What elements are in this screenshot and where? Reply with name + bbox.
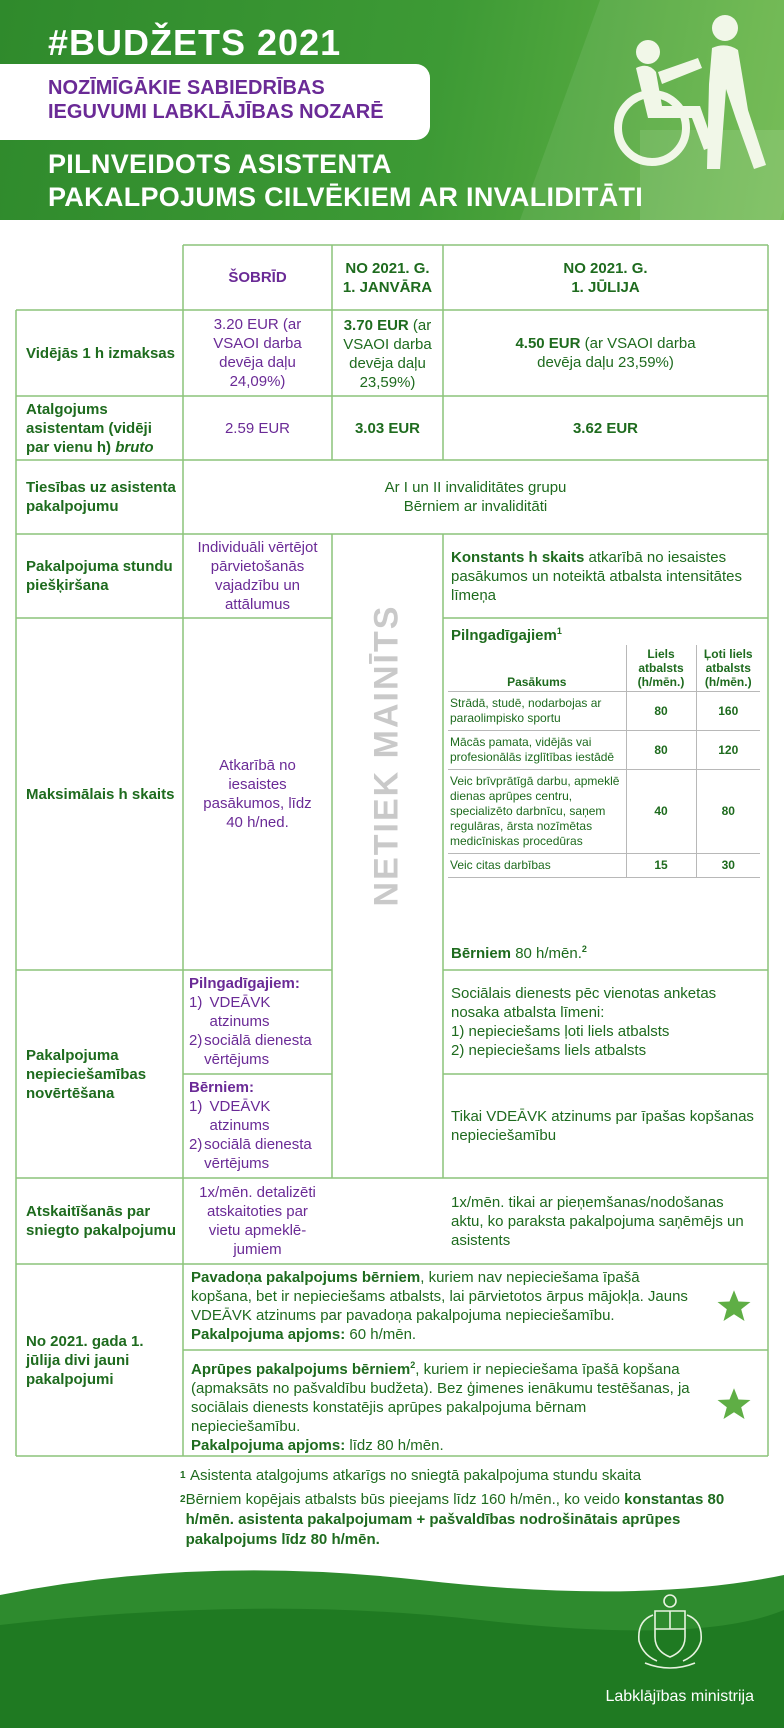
col-header-jan-line: NO 2021. G. xyxy=(345,259,430,277)
assessment-adults-title: Pilngadīgajiem: xyxy=(189,975,300,992)
row-label-pay xyxy=(16,396,183,460)
list-text: sociālā dienesta vērtējums xyxy=(204,1136,312,1172)
table-cell-activity: Mācās pamata, vidējās vai profesionālās izglītības iestādē xyxy=(448,731,626,770)
hours-grant-jul-bold: Konstants h skaits xyxy=(451,549,585,566)
cost-jul-value: 4.50 EUR xyxy=(515,335,581,352)
table-cell-activity: Veic brīvprātīgā darbu, apmeklē dienas aprūpes centru, specializēto darbnīcu, saņem regulāras, ārsta nozīmētas medicīniskas procedūras xyxy=(448,770,626,854)
table-cell-large: 80 xyxy=(626,731,696,770)
service-text: , kuriem ir nepieciešama īpašā kopšana (apmaksāts no pašvaldību budžeta). Bez ģimenes ienākumu testēšanas, ja sociālais dienests konstatējis aprūpes pakalpojuma bērnam nepieciešamību. xyxy=(191,1361,690,1435)
row-label-new-services: No 2021. gada 1. jūlija divi jauni pakalpojumi xyxy=(26,1332,144,1388)
footnote-marker: 1 xyxy=(180,1470,186,1481)
assessment-adults-jul xyxy=(443,970,768,1074)
headline xyxy=(48,148,643,214)
new-service-escort xyxy=(183,1264,703,1350)
pay-jan: 3.03 EUR xyxy=(354,419,421,437)
list-text: sociālā dienesta vērtējums xyxy=(204,1032,312,1068)
assessment-children-title: Bērniem: xyxy=(189,1079,255,1096)
table-cell-large: 80 xyxy=(626,692,696,731)
header-banner xyxy=(0,0,784,220)
list-number: 1) xyxy=(189,994,203,1011)
not-changed-text: NETIEK MAINĪTS xyxy=(367,604,406,906)
cost-jan-value: 3.70 EUR xyxy=(343,317,409,334)
reporting-now: 1x/mēn. detalizēti atskaitoties par vietu apmeklē-jumiem xyxy=(199,1184,316,1258)
list-number: 1) xyxy=(189,1098,203,1115)
adults-title-text: Pilngadīgajiem xyxy=(451,627,557,644)
star-icon xyxy=(716,1288,752,1324)
children-bold: Bērniem xyxy=(451,945,512,962)
max-hours-table xyxy=(448,645,760,878)
cost-now: 3.20 EUR (ar VSAOI darba devēja daļu 24,09%) xyxy=(213,316,302,390)
subtitle-box xyxy=(0,64,430,140)
table-header: Pasākums xyxy=(507,675,567,689)
assessment-children-now xyxy=(183,1074,332,1178)
headline-line: PILNVEIDOTS ASISTENTA xyxy=(48,149,392,179)
max-hours-children xyxy=(451,940,751,964)
service-title: Aprūpes pakalpojums bērniem xyxy=(191,1361,411,1378)
service-title: Pavadoņa pakalpojums bērniem xyxy=(191,1269,421,1286)
table-cell-activity: Strādā, studē, nodarbojas ar paraolimpisko sportu xyxy=(448,692,626,731)
table-cell-large: 40 xyxy=(626,770,696,854)
table-row xyxy=(448,692,760,731)
footnote-text: Asistenta atalgojums atkarīgs no sniegtā pakalpojuma stundu skaita xyxy=(190,1467,642,1484)
row-label-hours-grant: Pakalpojuma stundu piešķiršana xyxy=(26,558,173,594)
footnote-marker: 2 xyxy=(180,1494,186,1505)
star-icon xyxy=(716,1386,752,1422)
subtitle-line: NOZĪMĪGĀKIE SABIEDRĪBAS xyxy=(48,77,325,99)
max-hours-adults-title xyxy=(451,622,751,646)
service-volume-label: Pakalpojuma apjoms: xyxy=(191,1326,346,1343)
table-cell-activity: Veic citas darbības xyxy=(448,854,626,878)
assessment-jul-intro: Sociālais dienests pēc vienotas anketas nosaka atbalsta līmeni: xyxy=(451,985,717,1021)
table-header: Ļoti liels atbalsts (h/mēn.) xyxy=(696,645,760,692)
rights-line: Bērniem ar invaliditāti xyxy=(403,498,548,515)
table-header: Liels atbalsts (h/mēn.) xyxy=(626,645,696,692)
pay-now: 2.59 EUR xyxy=(224,419,291,437)
row-label-rights: Tiesības uz asistenta pakalpojumu xyxy=(26,479,176,515)
hours-grant-jul-text: atkarībā no iesaistes pasākumos un noteiktā atbalsta intensitātes līmeņa xyxy=(451,549,743,604)
footnote-text-bold: konstantas 80 h/mēn. asistenta pakalpojumam + pašvaldības nodrošinātais aprūpes pakalpojums līdz 80 h/mēn. xyxy=(185,1491,725,1548)
table-cell-very-large: 30 xyxy=(696,854,760,878)
list-text: VDEĀVK atzinums xyxy=(209,1098,271,1134)
coat-of-arms-icon xyxy=(625,1585,715,1675)
service-sup: 2 xyxy=(410,1360,416,1370)
children-sup: 2 xyxy=(581,944,587,954)
table-cell-very-large: 160 xyxy=(696,692,760,731)
footnotes xyxy=(180,1466,760,1554)
max-hours-now: Atkarībā no iesaistes pasākumos, līdz 40 h/ned. xyxy=(203,757,312,831)
list-text: VDEĀVK atzinums xyxy=(209,994,271,1030)
col-header-now xyxy=(183,245,332,310)
rights-line: Ar I un II invaliditātes grupu xyxy=(384,479,567,496)
assessment-adults-now xyxy=(183,970,332,1074)
col-header-jan xyxy=(332,245,443,310)
table-header-row xyxy=(448,645,760,692)
assessment-children-jul: Tikai VDEĀVK atzinums par īpašas kopšanas nepieciešamību xyxy=(451,1108,754,1144)
col-header-now-text: ŠOBRĪD xyxy=(228,269,287,286)
hours-grant-jul xyxy=(443,534,768,618)
list-item: 1) nepieciešams ļoti liels atbalsts xyxy=(451,1023,670,1040)
list-number: 2) xyxy=(189,1136,203,1153)
ministry-name: Labklājības ministrija xyxy=(605,1688,754,1705)
col-header-jan-line: 1. JANVĀRA xyxy=(342,278,433,296)
list-item xyxy=(189,1031,326,1069)
list-item: 2) nepieciešams liels atbalsts xyxy=(451,1042,647,1059)
footnote-text-plain: Bērniem kopējais atbalsts būs pieejams līdz 160 h/mēn., ko veido xyxy=(185,1491,625,1508)
col-header-jul xyxy=(443,245,768,310)
not-changed-label xyxy=(332,540,442,970)
footnote-2 xyxy=(180,1490,760,1550)
list-number: 2) xyxy=(189,1032,203,1049)
children-text: 80 h/mēn. xyxy=(511,945,582,962)
pay-jul: 3.62 EUR xyxy=(572,419,639,437)
service-text: , kuriem nav nepieciešama īpašā kopšana, bet ir nepieciešams atbalsts, lai pārvietotos ārpus mājokļa. Jauns VDEĀVK atzinums par pavadoņa pakalpojuma nepieciešamību. xyxy=(191,1269,688,1324)
table-row xyxy=(448,731,760,770)
service-volume: 60 h/mēn. xyxy=(345,1326,417,1343)
footnote-1 xyxy=(180,1466,760,1486)
col-header-jul-line: NO 2021. G. xyxy=(563,259,648,277)
cost-jul-note: (ar VSAOI darba devēja daļu 23,59%) xyxy=(537,335,696,371)
row-label-max-hours: Maksimālais h skaits xyxy=(26,785,175,803)
footnote-text xyxy=(186,1490,760,1550)
table-cell-very-large: 80 xyxy=(696,770,760,854)
subtitle-line: IEGUVUMI LABKLĀJĪBAS NOZARĒ xyxy=(48,101,384,123)
table-row xyxy=(448,770,760,854)
col-header-jul-line: 1. JŪLIJA xyxy=(571,278,640,296)
reporting-jul: 1x/mēn. tikai ar pieņemšanas/nodošanas aktu, ko paraksta pakalpojuma saņēmējs un asistents xyxy=(451,1193,744,1249)
table-row xyxy=(448,854,760,878)
cost-jul xyxy=(443,310,768,396)
new-service-care xyxy=(183,1350,703,1456)
headline-line: PAKALPOJUMS CILVĒKIEM AR INVALIDITĀTI xyxy=(48,182,644,212)
table-cell-very-large: 120 xyxy=(696,731,760,770)
rights-value xyxy=(183,460,768,534)
service-volume-label: Pakalpojuma apjoms: xyxy=(191,1437,346,1454)
row-label-pay-text: Atalgojums asistentam (vidēji par vienu h) xyxy=(26,401,152,456)
row-label-assessment: Pakalpojuma nepieciešamības novērtēšana xyxy=(26,1046,147,1102)
list-item xyxy=(189,993,326,1031)
row-label-pay-italic: bruto xyxy=(115,439,154,456)
cost-jan-note: (ar VSAOI darba devēja daļu 23,59%) xyxy=(343,317,432,391)
row-label-reporting: Atskaitīšanās par sniegto pakalpojumu xyxy=(26,1203,177,1239)
hours-grant-now: Individuāli vērtējot pārvietošanās vajadzību un attālumus xyxy=(197,539,318,613)
cost-jan xyxy=(332,310,443,396)
list-item xyxy=(189,1097,326,1135)
service-volume: līdz 80 h/mēn. xyxy=(345,1437,444,1454)
table-cell-large: 15 xyxy=(626,854,696,878)
page-title: #BUDŽETS 2021 xyxy=(48,22,342,63)
adults-title-sup: 1 xyxy=(556,626,562,636)
list-item xyxy=(189,1135,326,1173)
row-label-cost: Vidējās 1 h izmaksas xyxy=(26,344,175,362)
